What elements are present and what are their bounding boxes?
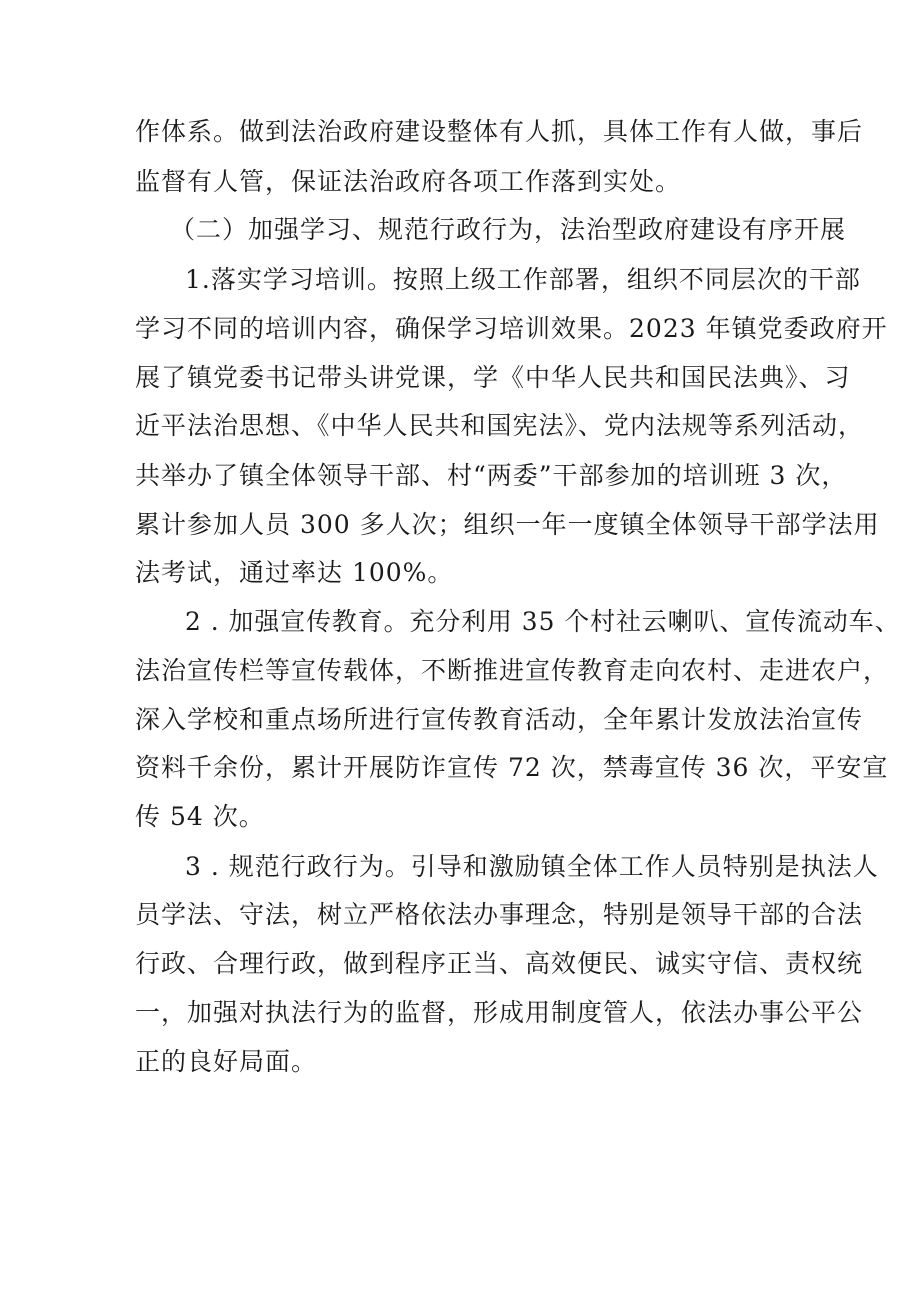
item-1-line-7: 法考试，通过率达 100%。 (135, 558, 454, 587)
item-1-line-4: 近平法治思想、《中华人民共和国宪法》、党内法规等系列活动， (135, 411, 865, 440)
item-1-line-5: 共举办了镇全体领导干部、村“两委”干部参加的培训班 3 次， (135, 461, 848, 490)
item-3-line-2: 员学法、守法，树立严格依法办事理念，特别是领导干部的合法 (135, 900, 864, 929)
item-3-line-1: 3 . 规范行政行为。引导和激励镇全体工作人员特别是执法人 (185, 852, 879, 881)
item-1-line-3: 展了镇党委书记带头讲党课，学《中华人民共和国民法典》、习 (135, 363, 851, 392)
body-line-1: 作体系。做到法治政府建设整体有人抓，具体工作有人做，事后 (135, 117, 864, 146)
item-1-line-1: 1.落实学习培训。按照上级工作部署，组织不同层次的干部 (185, 265, 861, 294)
body-line-2: 监督有人管，保证法治政府各项工作落到实处。 (135, 167, 682, 196)
item-1-line-2: 学习不同的培训内容，确保学习培训效果。2023 年镇党委政府开 (135, 314, 888, 343)
item-2-line-4: 资料千余份，累计开展防诈宣传 72 次，禁毒宣传 36 次，平安宣 (135, 753, 889, 782)
item-2-line-1: 2 . 加强宣传教育。充分利用 35 个村社云喇叭、宣传流动车、 (185, 607, 901, 636)
item-3-line-4: 一，加强对执法行为的监督，形成用制度管人，依法办事公平公 (135, 998, 864, 1027)
item-2-line-3: 深入学校和重点场所进行宣传教育活动，全年累计发放法治宣传 (135, 705, 864, 734)
section-heading: （二）加强学习、规范行政行为，法治型政府建设有序开展 (170, 215, 847, 244)
item-3-line-3: 行政、合理行政，做到程序正当、高效便民、诚实守信、责权统 (135, 949, 864, 978)
item-3-line-5: 正的良好局面。 (135, 1047, 318, 1076)
item-2-line-2: 法治宣传栏等宣传载体，不断推进宣传教育走向农村、走进农户， (135, 656, 890, 685)
item-2-line-5: 传 54 次。 (135, 802, 265, 831)
item-1-line-6: 累计参加人员 300 多人次；组织一年一度镇全体领导干部学法用 (135, 510, 880, 539)
